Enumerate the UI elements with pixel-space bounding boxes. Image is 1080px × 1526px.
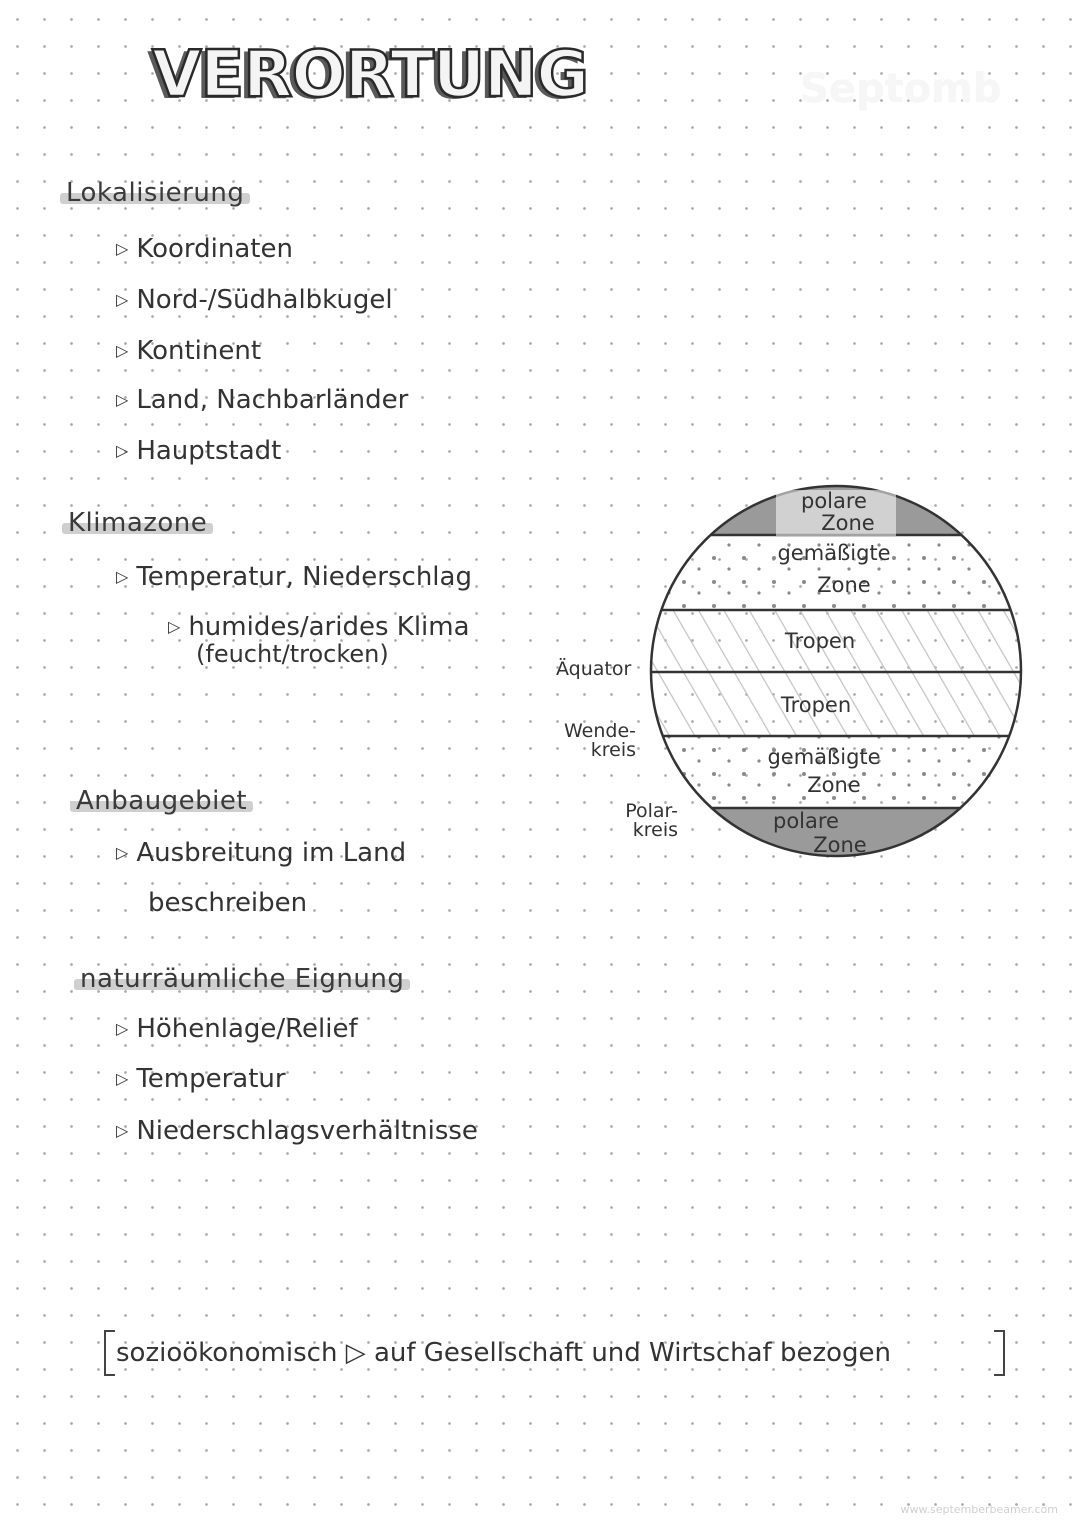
footer-note: sozioökonomisch ▷ auf Gesellschaft und Wirtschaf bezogen (116, 1338, 891, 1368)
list-item-text: Niederschlagsverhältnisse (136, 1116, 478, 1146)
zone-label: gemäßigte (767, 745, 881, 769)
list-item-text: Temperatur (136, 1064, 286, 1094)
list-item (116, 336, 261, 366)
section-heading-klimazone: Klimazone (62, 508, 213, 538)
list-item-text: Koordinaten (136, 234, 293, 264)
triangle-bullet-icon: ▷ (116, 1121, 129, 1140)
tropic-label-line: Wende- (563, 720, 636, 742)
zone-label: polare (801, 489, 867, 513)
zone-label: Tropen (784, 629, 856, 653)
list-item (116, 385, 408, 415)
triangle-bullet-icon: ▷ (168, 617, 181, 636)
list-item (116, 234, 293, 264)
section-heading-naturraeumliche-eignung: naturräumliche Eignung (74, 964, 410, 994)
list-item (116, 1014, 358, 1044)
page-title: VERORTUNG (152, 38, 589, 112)
triangle-bullet-icon: ▷ (116, 239, 129, 258)
triangle-bullet-icon: ▷ (116, 341, 129, 360)
equator-label: Äquator (556, 658, 632, 680)
sub-list-item (168, 612, 470, 666)
triangle-bullet-icon: ▷ (116, 290, 129, 309)
list-item (116, 1116, 478, 1146)
watermark: www.septemberbeamer.com (900, 1503, 1058, 1516)
right-bracket (994, 1330, 1005, 1376)
zone-label: Zone (821, 511, 875, 535)
zone-label: Zone (807, 773, 861, 797)
list-item (116, 436, 281, 466)
zone-label: Zone (813, 833, 867, 857)
list-item (116, 838, 406, 868)
list-item (116, 562, 472, 592)
faded-show-through-text: Septomb (800, 66, 1002, 112)
triangle-bullet-icon: ▷ (116, 567, 129, 586)
zone-label: polare (773, 809, 839, 833)
section-heading-lokalisierung: Lokalisierung (60, 178, 250, 208)
triangle-bullet-icon: ▷ (116, 390, 129, 409)
polar-circle-label-line: Polar- (625, 800, 678, 822)
triangle-bullet-icon: ▷ (116, 1019, 129, 1038)
list-item (116, 1064, 286, 1094)
triangle-bullet-icon: ▷ (116, 441, 129, 460)
list-item-text: Hauptstadt (136, 436, 282, 466)
list-item-text: Ausbreitung im Land (136, 838, 407, 868)
list-item-text: Nord-/Südhalbkugel (136, 285, 393, 315)
tropic-label-line: kreis (590, 739, 636, 761)
section-heading-anbaugebiet: Anbaugebiet (70, 786, 253, 816)
sub-item-note: (feucht/trocken) (196, 640, 389, 668)
list-item-text: Kontinent (136, 336, 262, 366)
triangle-bullet-icon: ▷ (116, 1069, 129, 1088)
list-item-text: Höhenlage/Relief (136, 1014, 358, 1044)
triangle-bullet-icon: ▷ (116, 843, 129, 862)
polar-circle-label-line: kreis (632, 819, 678, 841)
zone-label: gemäßigte (777, 541, 891, 565)
sub-item-text: humides/arides Klima (188, 612, 470, 642)
list-item (116, 285, 393, 315)
list-item-continuation: beschreiben (148, 888, 308, 918)
zone-label: Tropen (780, 693, 852, 717)
climate-zone-globe-diagram (648, 480, 1028, 870)
list-item-text: Land, Nachbarländer (136, 385, 409, 415)
zone-label: Zone (817, 573, 871, 597)
tropic-label (536, 722, 636, 760)
list-item-text: Temperatur, Niederschlag (136, 562, 472, 592)
